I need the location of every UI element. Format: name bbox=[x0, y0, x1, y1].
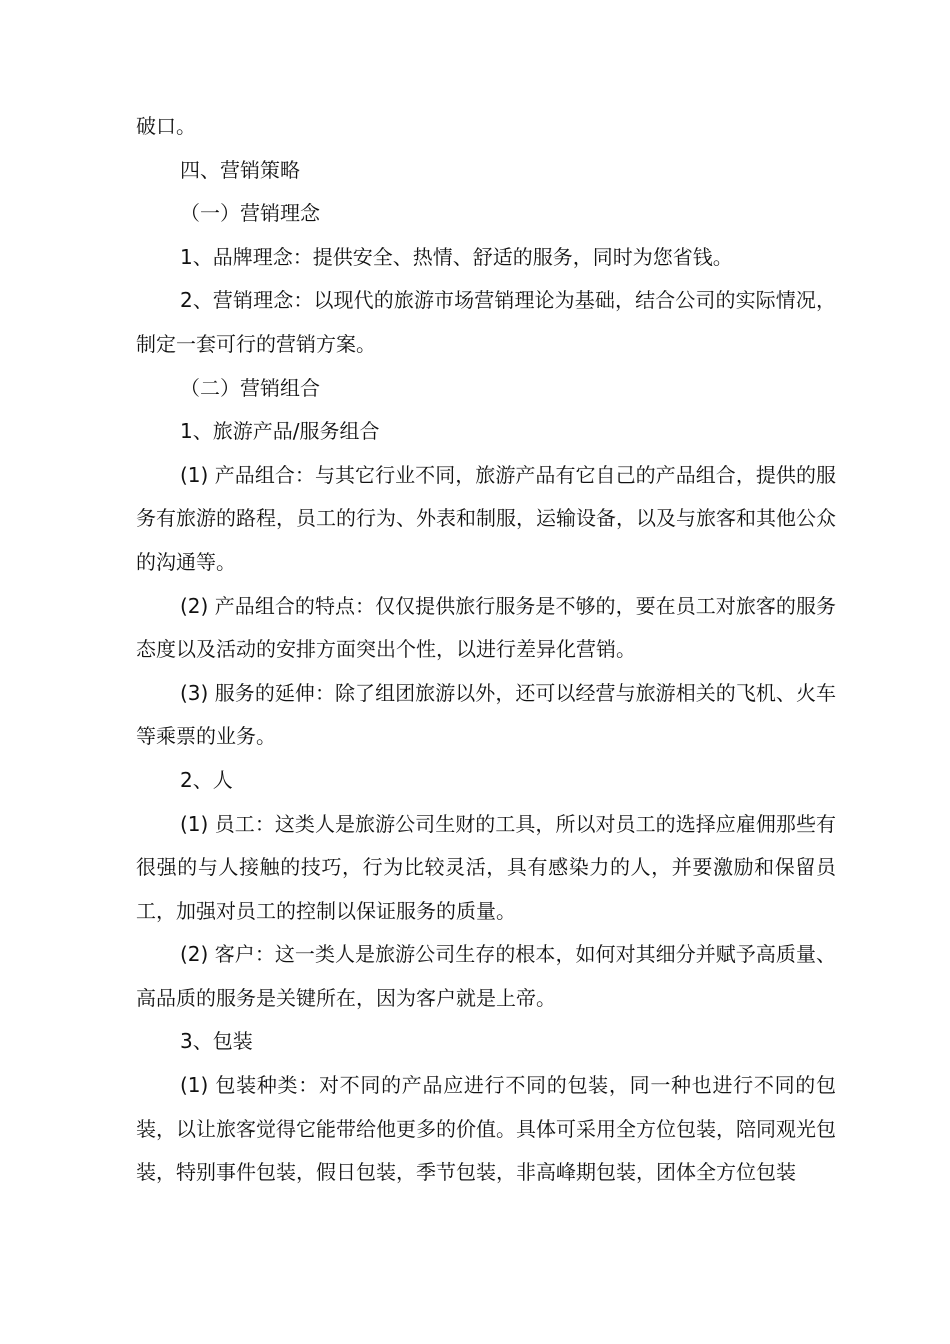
paragraph-marketing-concept: 2、营销理念：以现代的旅游市场营销理论为基础，结合公司的实际情况，制定一套可行的营销方案。 bbox=[136, 288, 836, 356]
item-heading-people: 2、人 bbox=[180, 767, 233, 792]
paragraph-employees: (1) 员工：这类人是旅游公司生财的工具，所以对员工的选择应雇佣那些有很强的与人接触的技巧，行为比较灵活，具有感染力的人，并要激励和保留员工，加强对员工的控制以保证服务的质量。 bbox=[136, 811, 836, 923]
paragraph-product-mix: (1) 产品组合：与其它行业不同，旅游产品有它自己的产品组合，提供的服务有旅游的路程，员工的行为、外表和制服，运输设备，以及与旅客和其他公众的沟通等。 bbox=[136, 462, 836, 574]
document-body bbox=[136, 105, 836, 1195]
paragraph-brand-concept: 1、品牌理念：提供安全、热情、舒适的服务，同时为您省钱。 bbox=[180, 244, 733, 269]
subsection-heading-marketing-mix: （二）营销组合 bbox=[180, 375, 320, 400]
paragraph-continuation: 破口。 bbox=[136, 114, 196, 138]
paragraph-packaging-types: (1) 包装种类：对不同的产品应进行不同的包装，同一种也进行不同的包装，以让旅客觉得它能带给他更多的价值。具体可采用全方位包装，陪同观光包装，特别事件包装，假日包装，季节包装，非高峰期包装，团体全方位包装 bbox=[136, 1073, 836, 1185]
subsection-heading-marketing-concept: （一）营销理念 bbox=[180, 201, 320, 226]
item-heading-packaging: 3、包装 bbox=[180, 1029, 253, 1054]
item-heading-product-service-mix: 1、旅游产品/服务组合 bbox=[180, 419, 380, 444]
paragraph-product-mix-features: (2) 产品组合的特点：仅仅提供旅行服务是不够的，要在员工对旅客的服务态度以及活动的安排方面突出个性，以进行差异化营销。 bbox=[136, 593, 836, 662]
paragraph-service-extension: (3) 服务的延伸：除了组团旅游以外，还可以经营与旅游相关的飞机、火车等乘票的业务。 bbox=[136, 680, 836, 749]
paragraph-customers: (2) 客户：这一类人是旅游公司生存的根本，如何对其细分并赋予高质量、高品质的服务是关键所在，因为客户就是上帝。 bbox=[136, 942, 836, 1010]
section-heading-marketing-strategy: 四、营销策略 bbox=[180, 157, 300, 182]
